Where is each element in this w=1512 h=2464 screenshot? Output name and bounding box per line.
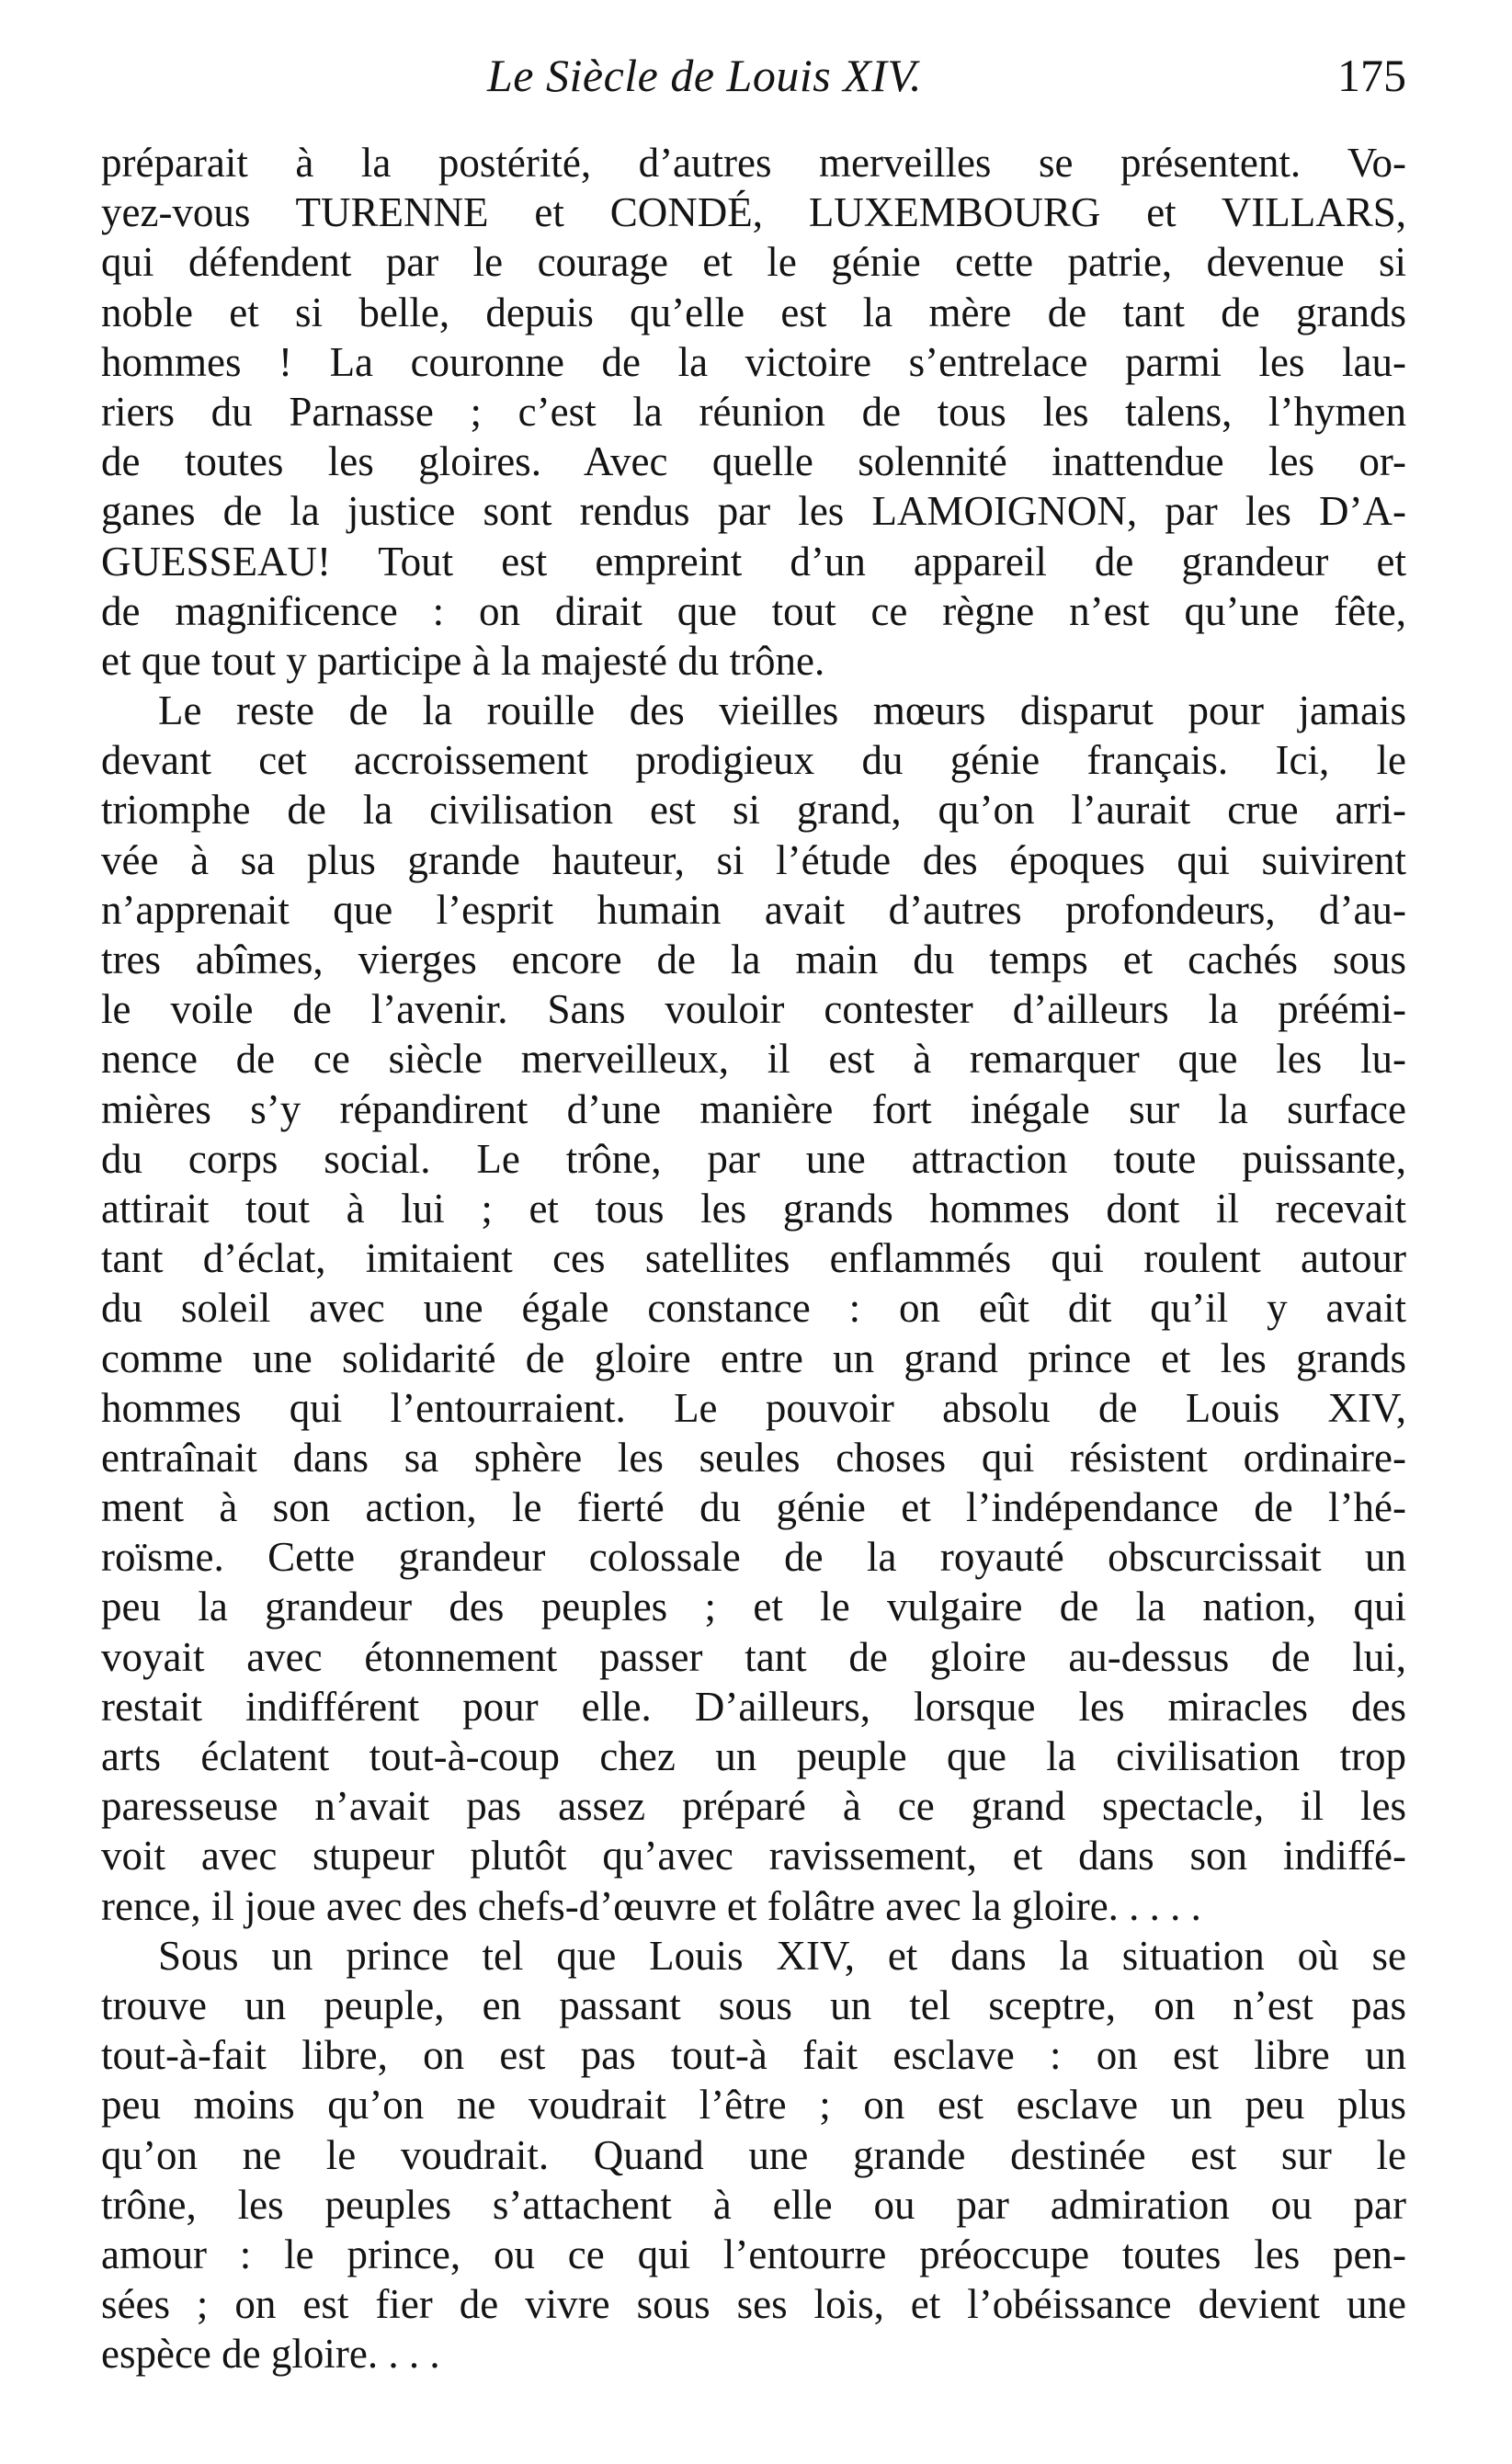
text-line: entraînait dans sa sphère les seules choses qui résistent ordinaire- bbox=[101, 1434, 1406, 1481]
text-line: ment à son action, le fierté du génie et l’indépendance de l’hé- bbox=[101, 1484, 1406, 1531]
text-line: triomphe de la civilisation est si grand, qu’on l’aurait crue arri- bbox=[101, 787, 1406, 834]
text-line: tout-à-fait libre, on est pas tout-à fait esclave : on est libre un bbox=[101, 2032, 1406, 2079]
text-line: n’apprenait que l’esprit humain avait d’autres profondeurs, d’au- bbox=[101, 886, 1406, 933]
text-line: Le reste de la rouille des vieilles mœurs disparut pour jamais bbox=[158, 687, 1406, 734]
body-text bbox=[101, 138, 1406, 2379]
text-line: vée à sa plus grande hauteur, si l’étude des époques qui suivirent bbox=[101, 836, 1406, 883]
text-line: tant d’éclat, imitaient ces satellites enflammés qui roulent autour bbox=[101, 1235, 1406, 1282]
text-line: tres abîmes, vierges encore de la main du temps et cachés sous bbox=[101, 937, 1406, 982]
text-line: de magnificence : on dirait que tout ce règne n’est qu’une fête, bbox=[101, 587, 1406, 634]
text-line: hommes ! La couronne de la victoire s’entrelace parmi les lau- bbox=[101, 338, 1406, 385]
text-line: attirait tout à lui ; et tous les grands hommes dont il recevait bbox=[101, 1185, 1406, 1232]
text-line: trône, les peuples s’attachent à elle ou par admiration ou par bbox=[101, 2181, 1406, 2228]
text-line: sées ; on est fier de vivre sous ses lois, et l’obéissance devient une bbox=[101, 2281, 1406, 2328]
text-line: qui défendent par le courage et le génie cette patrie, devenue si bbox=[101, 239, 1406, 286]
text-line: Sous un prince tel que Louis XIV, et dans la situation où se bbox=[158, 1932, 1406, 1979]
text-line: du soleil avec une égale constance : on eût dit qu’il y avait bbox=[101, 1285, 1406, 1332]
text-line: du corps social. Le trône, par une attraction toute puissante, bbox=[101, 1135, 1406, 1182]
page-number: 175 bbox=[1337, 50, 1406, 101]
paragraph bbox=[101, 1931, 1406, 2379]
text-line: voit avec stupeur plutôt qu’avec ravissement, et dans son indiffé- bbox=[101, 1833, 1406, 1879]
text-line: riers du Parnasse ; c’est la réunion de tous les talens, l’hymen bbox=[101, 388, 1406, 435]
text-line: comme une solidarité de gloire entre un grand prince et les grands bbox=[101, 1334, 1406, 1381]
text-line: devant cet accroissement prodigieux du génie français. Ici, le bbox=[101, 737, 1406, 784]
text-line: roïsme. Cette grandeur colossale de la royauté obscurcissait un bbox=[101, 1534, 1406, 1581]
text-line: ganes de la justice sont rendus par les LAMOIGNON, par les D’A- bbox=[101, 488, 1406, 535]
text-line: le voile de l’avenir. Sans vouloir contester d’ailleurs la préémi- bbox=[101, 986, 1406, 1033]
text-line: de toutes les gloires. Avec quelle solennité inattendue les or- bbox=[101, 438, 1406, 485]
text-line: amour : le prince, ou ce qui l’entourre préoccupe toutes les pen- bbox=[101, 2231, 1406, 2277]
text-line: et que tout y participe à la majesté du trône. bbox=[101, 637, 825, 684]
paragraph bbox=[101, 138, 1406, 686]
paragraph bbox=[101, 686, 1406, 1931]
text-line: noble et si belle, depuis qu’elle est la mère de tant de grands bbox=[101, 289, 1406, 335]
text-line: mières s’y répandirent d’une manière fort inégale sur la surface bbox=[101, 1085, 1406, 1132]
running-head bbox=[101, 39, 1406, 112]
text-line: paresseuse n’avait pas assez préparé à ce grand spectacle, il les bbox=[101, 1783, 1406, 1830]
text-line: voyait avec étonnement passer tant de gloire au-dessus de lui, bbox=[101, 1633, 1406, 1680]
text-line: peu moins qu’on ne voudrait l’être ; on est esclave un peu plus bbox=[101, 2082, 1406, 2129]
text-line: arts éclatent tout-à-coup chez un peuple que la civilisation trop bbox=[101, 1733, 1406, 1779]
text-line: espèce de gloire. . . . bbox=[101, 2331, 440, 2378]
text-line: peu la grandeur des peuples ; et le vulgaire de la nation, qui bbox=[101, 1584, 1406, 1630]
text-line: yez-vous TURENNE et CONDÉ, LUXEMBOURG et VILLARS, bbox=[101, 189, 1406, 236]
text-line: restait indifférent pour elle. D’ailleurs, lorsque les miracles des bbox=[101, 1683, 1406, 1730]
text-line: préparait à la postérité, d’autres merveilles se présentent. Vo- bbox=[101, 140, 1406, 186]
text-line: trouve un peuple, en passant sous un tel sceptre, on n’est pas bbox=[101, 1981, 1406, 2028]
text-line: qu’on ne le voudrait. Quand une grande destinée est sur le bbox=[101, 2131, 1406, 2178]
text-line: GUESSEAU! Tout est empreint d’un appareil de grandeur et bbox=[101, 538, 1406, 585]
text-line: hommes qui l’entourraient. Le pouvoir absolu de Louis XIV, bbox=[101, 1384, 1406, 1431]
running-title: Le Siècle de Louis XIV. bbox=[487, 50, 922, 101]
text-line: nence de ce siècle merveilleux, il est à remarquer que les lu- bbox=[101, 1036, 1406, 1083]
text-line: rence, il joue avec des chefs-d’œuvre et folâtre avec la gloire. . . . . bbox=[101, 1882, 1201, 1929]
